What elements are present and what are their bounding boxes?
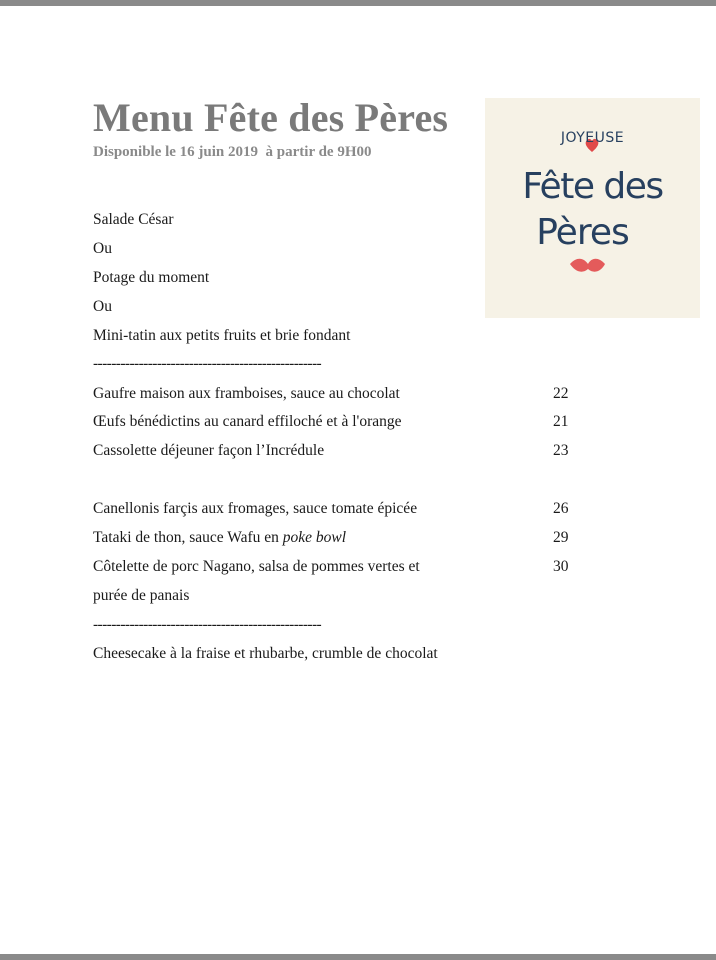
menu-item-price: 30: [553, 558, 569, 575]
menu-item-price: 29: [553, 529, 569, 546]
menu-item-name: Côtelette de porc Nagano, salsa de pommes vertes et: [93, 558, 420, 575]
menu-item-name-italic: poke bowl: [282, 529, 347, 546]
dashed-divider: --------------------------------------------------: [93, 355, 322, 372]
menu-item-price: 23: [553, 442, 569, 459]
menu-item-name-continued: purée de panais: [93, 587, 190, 604]
bottom-border: [0, 954, 716, 960]
starter-item: Mini-tatin aux petits fruits et brie fondant: [93, 327, 351, 344]
top-border: [0, 0, 716, 6]
menu-item-price: 21: [553, 413, 569, 430]
starter-item: Potage du moment: [93, 269, 210, 286]
or-separator: Ou: [93, 298, 112, 315]
menu-title: Menu Fête des Pères: [93, 95, 449, 140]
menu-item-name: Canellonis farçis aux fromages, sauce tomate épicée: [93, 500, 418, 517]
dessert-item: Cheesecake à la fraise et rhubarbe, crumble de chocolat: [93, 645, 438, 662]
starter-item: Salade César: [93, 211, 174, 228]
availability-subtitle: Disponible le 16 juin 2019 à partir de 9H00: [93, 144, 372, 160]
card-joyeuse-text: JOYEUSE: [560, 130, 625, 146]
card-peres-text: Pères: [536, 212, 629, 253]
or-separator: Ou: [93, 240, 112, 257]
menu-item-name: Gaufre maison aux framboises, sauce au chocolat: [93, 385, 400, 402]
menu-item-price: 22: [553, 385, 569, 402]
menu-item-name-text: Tataki de thon, sauce Wafu en: [93, 529, 283, 546]
menu-item-price: 26: [553, 500, 569, 517]
menu-item-name: [93, 528, 346, 548]
menu-item-name: Œufs bénédictins au canard effiloché et à l'orange: [93, 413, 402, 430]
dashed-divider: --------------------------------------------------: [93, 616, 322, 633]
menu-item-name: Cassolette déjeuner façon l’Incrédule: [93, 442, 325, 459]
fathers-day-card: [485, 98, 700, 318]
card-fete-text: Fête des: [522, 166, 663, 207]
mustache-icon: [570, 259, 605, 272]
